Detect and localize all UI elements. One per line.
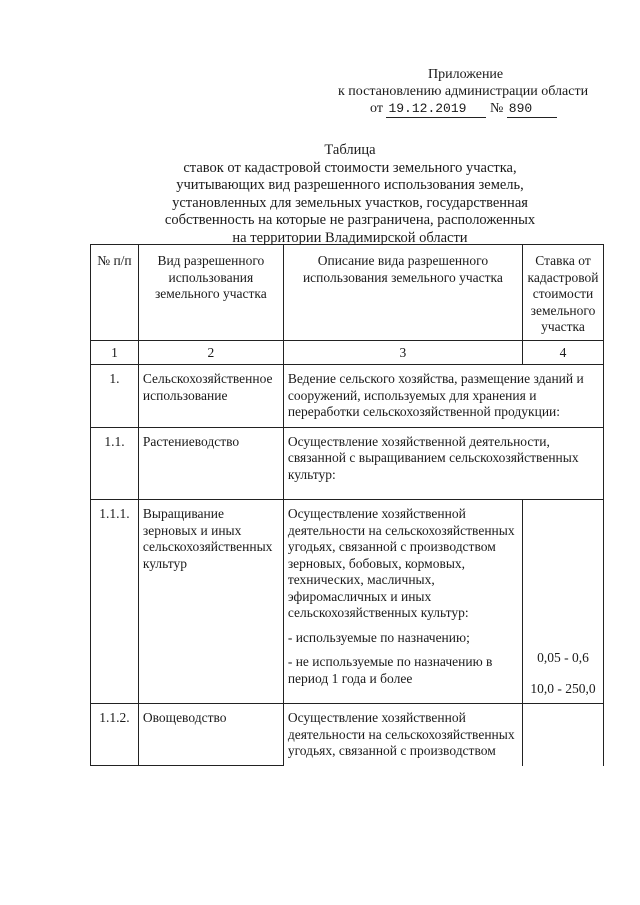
col-number-2: 2 [138, 340, 283, 365]
title-line-5: собственность на которые не разграничена, расположенных [164, 212, 536, 228]
col-number-3: 3 [283, 340, 522, 365]
appendix-label: Приложение [428, 67, 504, 82]
date-number-line [330, 100, 620, 118]
row-rate [523, 704, 604, 766]
rate-unused: 10,0 - 250,0 [530, 680, 596, 696]
row-description-text: Осуществление хозяйственной деятельности, связанной с выращиванием сельскохозяйственных культур: [287, 433, 579, 482]
number-label: № [489, 101, 504, 116]
table-row [91, 500, 604, 704]
row-description [283, 500, 522, 704]
column-number-row [91, 340, 604, 365]
table-header-row [91, 245, 604, 341]
row-number: 1. [91, 365, 139, 428]
col-number-1: 1 [91, 340, 139, 365]
table-row [91, 365, 604, 428]
table-row [91, 704, 604, 766]
row-use-type: Выращивание зерновых и иных сельскохозяйственных культур [138, 500, 283, 704]
title-line-1: Таблица [324, 142, 376, 158]
row-use-type: Растениеводство [138, 427, 283, 500]
row-description: Осуществление хозяйственной деятельности на сельскохозяйственных угодьях, связанной с производством [283, 704, 522, 766]
title-line-6: на территории Владимирской области [232, 229, 468, 246]
title-line-4: установленных для земельных участков, государственная [172, 194, 528, 211]
header-col-rate: Ставка от кадастровой стоимости земельного участка [523, 245, 604, 341]
title-line-3: учитывающих вид разрешенного использования земель, [176, 177, 524, 193]
rates-table [90, 244, 604, 766]
col-number-4: 4 [523, 340, 604, 365]
header-col-number: № п/п [91, 245, 139, 341]
row-description-text: Осуществление хозяйственной деятельности на сельскохозяйственных угодьях, связанной с производством зерновых, бобовых, кормовых, технических, масличных, эфиромасличных и иных сельскохозяйственных культур: [287, 506, 515, 620]
row-description: Ведение сельского хозяйства, размещение зданий и сооружений, используемых для хранения и переработки сельскохозяйственной продукции: [283, 365, 603, 428]
sub-item-unused: - не используемые по назначению в период 1 года и более [287, 654, 493, 686]
document-header [330, 66, 620, 118]
header-col-use-type: Вид разрешенного использования земельного участка [138, 245, 283, 341]
row-number: 1.1.2. [91, 704, 139, 766]
row-number: 1.1. [91, 427, 139, 500]
rate-used: 0,05 - 0,6 [537, 650, 589, 665]
resolution-number: 890 [507, 100, 557, 118]
resolution-label: к постановлению администрации области [338, 84, 589, 99]
table-title [150, 142, 550, 247]
row-use-type: Овощеводство [138, 704, 283, 766]
from-label: от [370, 101, 383, 116]
table-row [91, 427, 604, 500]
row-description [283, 427, 603, 500]
row-rate [523, 500, 604, 704]
sub-item-used: - используемые по назначению; [287, 629, 470, 645]
row-number: 1.1.1. [91, 500, 139, 704]
resolution-date: 19.12.2019 [386, 100, 486, 118]
title-line-2: ставок от кадастровой стоимости земельного участка, [183, 159, 517, 176]
header-col-description: Описание вида разрешенного использования земельного участка [283, 245, 522, 341]
row-use-type: Сельскохозяйственное использование [138, 365, 283, 428]
